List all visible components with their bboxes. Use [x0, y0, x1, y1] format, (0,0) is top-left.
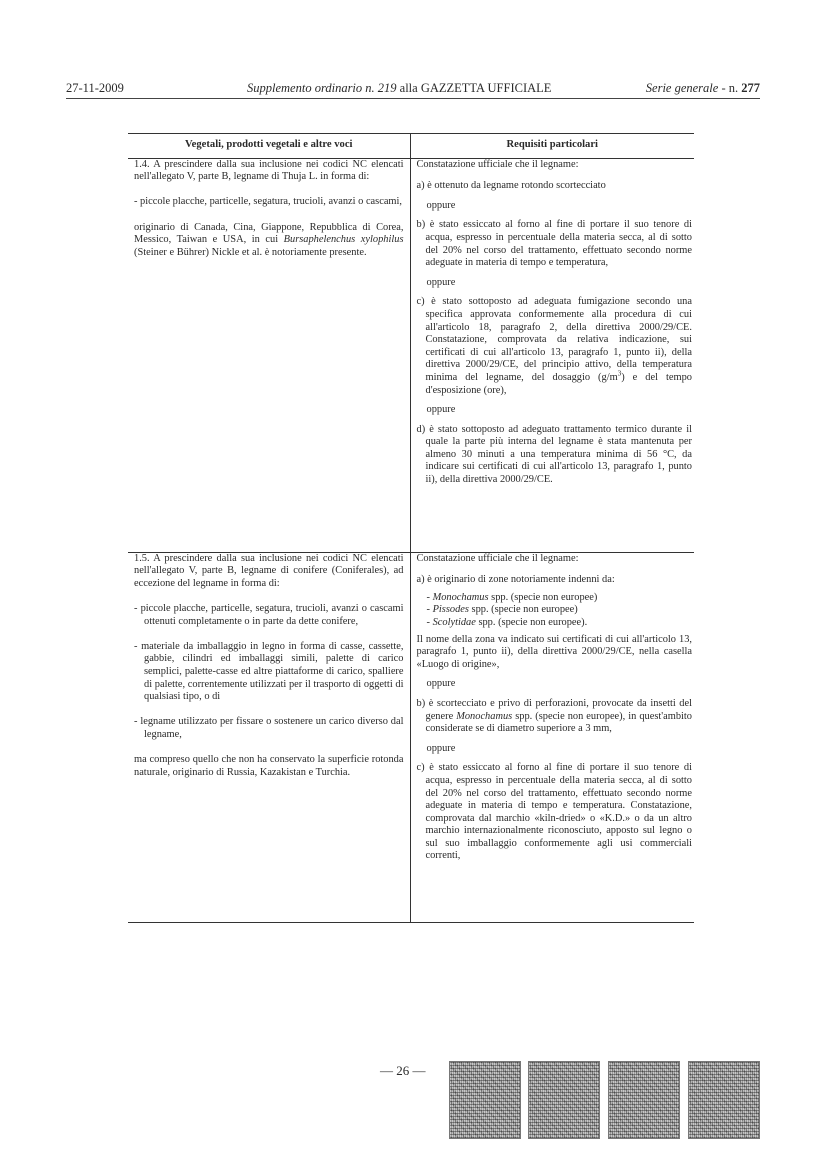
row1-req-intro: Constatazione ufficiale che il legname: [416, 158, 579, 170]
table-row [128, 158, 694, 552]
row2-intro: 1.5. A prescindere dalla sua inclusione nei codici NC elencati nell'allegato V, parte B, legname di conifere (Coniferales), ad eccezione del legname in forma di: [134, 552, 404, 589]
datamatrix-code-image [528, 1061, 600, 1139]
table-row [128, 552, 694, 922]
row1-req-c-sup: 3 [617, 369, 622, 378]
species-note: spp. (specie non europee) [468, 604, 578, 616]
oppure-label: oppure [426, 742, 456, 754]
oppure-label: oppure [426, 199, 456, 211]
row1-origin-post: (Steiner e Bührer) Nickle et al. è notoriamente presente. [134, 246, 367, 258]
row1-origin-pre: originario di Canada, Cina, Giappone, Repubblica di Corea, Messico, Taiwan e USA, in cui [134, 221, 404, 246]
row1-origin-species: Bursaphelenchus xylophilus [283, 234, 404, 246]
species-note: spp. (specie non europee). [475, 616, 588, 628]
species-list [417, 592, 693, 630]
row1-intro: 1.4. A prescindere dalla sua inclusione nei codici NC elencati nell'allegato V, parte B, legname di Thuja L. in forma di: [134, 158, 404, 183]
header-supplement: Supplemento ordinario n. 219 [247, 81, 397, 95]
header-number: 277 [741, 81, 760, 95]
species-name: Scolytidae [432, 616, 476, 628]
header-date: 27-11-2009 [66, 81, 124, 95]
row2-req-b-species: Monochamus [456, 710, 513, 722]
row2-req-intro: Constatazione ufficiale che il legname: [416, 552, 579, 564]
row1-req-c [417, 296, 693, 397]
header-series-label: Serie generale [645, 81, 719, 95]
species-item: - Scolytidae spp. (specie non europee). [426, 616, 588, 628]
header-title [247, 80, 551, 96]
datamatrix-code-image [449, 1061, 521, 1139]
oppure-label: oppure [426, 276, 456, 288]
row1-req-c-pre: c) è stato sottoposto ad adeguata fumigazione secondo una specifica approvata conformemente alla procedura di cui all'articolo 18, paragrafo 2, della direttiva 2000/29/CE. Constatazione, comprovata da relativa indicazione, sui certificati di cui all'articolo 13, paragrafo 1, punto ii), della direttiva 2000/29/CE, del principio attivo, della temperatura minima del legname, del dosaggio (g/m [416, 296, 692, 383]
row2-req-b [417, 698, 693, 736]
species-name: Monochamus [432, 591, 489, 603]
row2-item-1: - piccole placche, particelle, segatura, trucioli, avanzi o cascami ottenuti completamente o in parte da dette conifere, [134, 602, 404, 627]
header-series [646, 80, 760, 96]
row2-req-c: c) è stato essiccato al forno al fine di portare il suo tenore di acqua, espresso in percentuale della materia secca, al di sotto del 20% nel corso del trattamento, effettuato secondo norme adeguate in materia di tempo e temperatura. Constatazione, comprovata dal marchio «kiln-dried» o «K.D.» o da un altro marchio internazionalmente riconosciuto, apposto sul legno o sul suo imballaggio conformemente agli usi commerciali correnti, [416, 762, 692, 862]
oppure-label: oppure [426, 404, 456, 416]
species-note: spp. (specie non europee) [488, 591, 598, 603]
row2-req-a: a) è originario di zone notoriamente indenni da: [416, 574, 615, 586]
page-number: — 26 — [380, 1063, 426, 1078]
row1-item: - piccole placche, particelle, segatura, trucioli, avanzi o cascami, [134, 196, 403, 208]
row2-zone-note: Il nome della zona va indicato sui certificati di cui all'articolo 13, paragrafo 1, punto ii), della direttiva 2000/29/CE, nella casella «Luogo di origine», [416, 633, 692, 670]
row1-left-cell [128, 158, 410, 552]
row2-item-3: - legname utilizzato per fissare o sostenere un carico diverso dal legname, [134, 716, 404, 740]
row2-right-cell [410, 552, 694, 922]
requirements-table [128, 133, 694, 923]
header-gazette: alla GAZZETTA UFFICIALE [396, 81, 552, 95]
species-item: - Monochamus spp. (specie non europee) [426, 591, 598, 603]
header-rule [66, 98, 760, 99]
row1-req-a: a) è ottenuto da legname rotondo scortecciato [416, 180, 606, 192]
header-number-prefix: - n. [718, 81, 742, 95]
datamatrix-code-image [688, 1061, 760, 1139]
datamatrix-code-image [608, 1061, 680, 1139]
row1-origin [134, 222, 404, 260]
row2-outro: ma compreso quello che non ha conservato la superficie rotonda naturale, originario di Russia, Kazakistan e Turchia. [134, 754, 404, 778]
col-header-plants: Vegetali, prodotti vegetali e altre voci [128, 134, 410, 159]
row2-left-cell [128, 552, 410, 922]
table-header-row [128, 134, 694, 159]
row2-item-2: - materiale da imballaggio in legno in forma di casse, cassette, gabbie, cilindri ed imballaggi simili, palette di carico semplici, palette-casse ed altre piattaforme di carico, spalliere di palette, correntemente utilizzati per il trasporto di oggetti di qualsiasi tipo, o di [134, 640, 404, 703]
row1-right-cell [410, 158, 694, 552]
col-header-requirements: Requisiti particolari [410, 134, 694, 159]
row2-req-b-pre: b) è scortecciato e privo di perforazioni, provocate da insetti del genere [416, 697, 692, 722]
species-name: Pissodes [432, 604, 469, 616]
row1-req-c-post: ) e del tempo d'esposizione (ore), [425, 371, 692, 396]
oppure-label: oppure [426, 678, 456, 690]
row2-req-b-post: spp. (specie non europee), in quest'ambito considerate se di diametro superiore a 3 mm, [425, 710, 692, 735]
row1-req-d: d) è stato sottoposto ad adeguato trattamento termico durante il quale la parte più interna del legname è stata mantenuta per almeno 30 minuti a una temperatura minima di 56 °C, da indicare sui certificati di cui all'articolo 13, paragrafo 1, punto ii), della direttiva 2000/29/CE. [416, 423, 692, 486]
row1-req-b: b) è stato essiccato al forno al fine di portare il suo tenore di acqua, espresso in percentuale della materia secca, al di sotto del 20% nel corso del trattamento, effettuato secondo norme adeguate in materia di tempo e temperatura, [416, 219, 692, 269]
species-item: - Pissodes spp. (specie non europee) [426, 604, 578, 616]
